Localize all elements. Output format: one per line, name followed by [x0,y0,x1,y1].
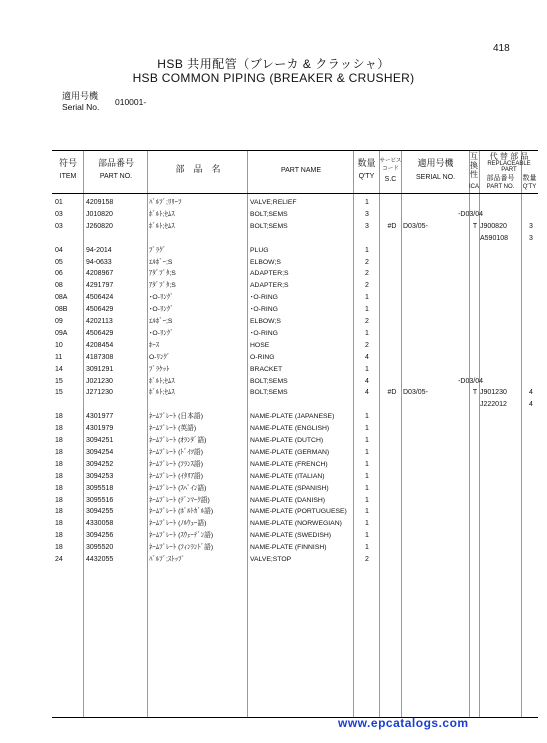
row-item-code: 06 [55,270,63,278]
header-sc-en: S.C [384,176,397,183]
table-row [52,316,538,328]
row-quantity: 1 [365,460,369,468]
row-item-code: 18 [55,496,63,504]
row-part-number: 4432055 [86,556,114,563]
row-item-code: 18 [55,425,63,433]
row-part-name-jp: ｱﾀﾞﾌﾟﾀ;S [149,270,176,278]
row-quantity: 4 [365,353,369,361]
row-replacement-part-number: J901230 [480,389,507,397]
header-replaceable-en-2: PART [501,167,517,173]
row-part-name-jp: ﾈｰﾑﾌﾟﾚｰﾄ (ｲﾀﾘｱ語) [149,472,203,480]
row-service-code: #D [387,389,397,397]
table-row [52,280,538,292]
table-row [52,495,538,507]
header-ica-jp-2: 換 [470,161,478,170]
title-english: HSB COMMON PIPING (BREAKER & CRUSHER) [132,71,415,85]
row-quantity: 3 [365,210,369,218]
row-quantity: 1 [365,484,369,492]
row-part-number: 4208967 [86,270,114,278]
row-part-number: 3091291 [86,365,114,373]
header-repl-pn-en: PART NO. [486,184,515,190]
row-part-name-en: VALVE;STOP [250,556,292,563]
row-part-name-en: ･O-RING [250,306,278,314]
header-name-en: PART NAME [280,167,322,174]
row-item-code: 24 [55,556,63,563]
row-part-name-en: NAME-PLATE (DANISH) [250,496,326,504]
table-row [52,233,538,245]
table-row [52,542,538,554]
row-serial-range: D03/05- [403,389,428,397]
serial-label-en: Serial No. [62,102,100,112]
row-part-number: 3094256 [86,532,114,540]
row-part-name-en: ELBOW;S [250,258,281,266]
row-item-code: 15 [55,389,63,397]
row-part-name-en: NAME-PLATE (ITALIAN) [250,472,325,480]
row-quantity: 1 [365,508,369,516]
row-part-number: 3094251 [86,437,114,444]
row-replacement-qty: 3 [529,222,533,230]
row-quantity: 2 [365,282,369,290]
row-part-number: J010820 [86,210,113,218]
table-row [52,411,538,423]
row-part-name-jp: ﾊﾞﾙﾌﾞ;ﾘﾘｰﾌ [149,199,182,206]
row-part-number: 94-0633 [86,258,112,266]
row-part-name-en: NAME-PLATE (GERMAN) [250,448,330,456]
row-part-number: 4506429 [86,329,114,337]
table-row [52,352,538,364]
header-item-jp: 符号 [58,158,77,168]
row-part-name-jp: ﾈｰﾑﾌﾟﾚｰﾄ (ﾄﾞｲﾂ語) [149,448,203,456]
row-quantity: 1 [365,365,369,373]
row-item-code: 18 [55,472,63,480]
table-row [52,376,538,388]
row-quantity: 1 [365,425,369,433]
row-part-name-en: ELBOW;S [250,318,281,325]
row-item-code: 08 [55,282,63,290]
row-part-name-jp: ｴﾙﾎﾞｰ;S [149,318,173,325]
row-quantity: 1 [365,520,369,528]
row-part-name-en: NAME-PLATE (SWEDISH) [250,532,332,540]
header-repl-qty-jp: 数量 [522,175,537,182]
row-part-name-en: NAME-PLATE (FINNISH) [250,544,327,552]
row-item-code: 09A [55,329,68,337]
table-row [52,459,538,471]
table-row [52,268,538,280]
row-part-number: J021230 [86,377,113,385]
row-quantity: 4 [365,377,369,385]
row-part-number: 3094253 [86,472,114,480]
row-part-name-en: NAME-PLATE (DUTCH) [250,437,324,444]
row-part-number: 94-2014 [86,246,112,254]
row-part-name-jp: ﾈｰﾑﾌﾟﾚｰﾄ (ﾌﾗﾝｽ語) [149,460,203,468]
table-row [52,257,538,269]
row-part-number: J271230 [86,389,113,397]
table-row [52,518,538,530]
title-japanese: HSB 共用配管（ブレーカ & クラッシャ） [157,57,390,71]
row-item-code: 04 [55,246,63,254]
table-row [52,328,538,340]
row-replacement-qty: 3 [529,234,533,242]
row-item-code: 18 [55,520,63,528]
row-part-name-jp: ﾈｰﾑﾌﾟﾚｰﾄ (ｽﾍﾟｲﾝ語) [149,484,207,492]
row-item-code: 18 [55,448,63,456]
table-row [52,471,538,483]
row-part-name-jp: ｱﾀﾞﾌﾟﾀ;S [149,282,176,290]
row-part-number: 4301979 [86,425,114,433]
row-part-name-jp: ﾌﾞﾗｹｯﾄ [149,365,170,373]
row-part-name-en: NAME-PLATE (ENGLISH) [250,425,330,433]
table-row [52,554,538,566]
row-part-name-jp: ﾈｰﾑﾌﾟﾚｰﾄ (ｽｳｪｰﾃﾞﾝ語) [149,532,214,540]
row-item-code: 11 [55,353,63,361]
row-item-code: 14 [55,365,63,373]
row-part-number: 3095516 [86,496,114,504]
row-part-number: 4209158 [86,199,114,206]
row-part-name-en: NAME-PLATE (PORTUGUESE) [250,508,347,516]
table-row [52,197,538,209]
row-part-name-en: NAME-PLATE (JAPANESE) [250,413,335,421]
serial-value: 010001- [115,97,147,107]
row-item-code: 01 [55,199,63,206]
row-quantity: 2 [365,341,369,349]
row-serial-range: -D03/04 [458,210,483,218]
row-part-name-jp: ﾎﾞﾙﾄ;ｾﾑｽ [149,389,175,397]
row-service-code: #D [387,222,397,230]
row-part-name-jp: ﾌﾟﾗｸﾞ [149,246,166,254]
table-row [52,399,538,411]
row-part-number: 4202113 [86,318,113,325]
row-part-number: 4506424 [86,294,114,302]
row-quantity: 1 [365,544,369,552]
header-partno-en: PART NO. [99,173,133,180]
row-part-name-jp: ﾎｰｽ [149,341,160,349]
table-row [52,364,538,376]
row-quantity: 4 [365,389,369,397]
row-part-name-jp: ﾊﾞﾙﾌﾞ;ｽﾄｯﾌﾟ [149,556,185,563]
row-quantity: 1 [365,448,369,456]
header-ica-jp-3: 性 [470,170,478,179]
row-part-name-jp: ﾈｰﾑﾌﾟﾚｰﾄ (英語) [149,425,197,433]
row-quantity: 1 [365,306,369,314]
row-part-name-jp: ･O-ﾘﾝｸﾞ [149,294,174,302]
row-quantity: 1 [365,496,369,504]
row-quantity: 3 [365,222,369,230]
header-replaceable-jp: 代 替 部 品 [489,152,529,161]
table-row [52,530,538,542]
table-row [52,221,538,233]
header-name-jp: 部 品 名 [175,164,221,174]
row-part-name-en: ･O-RING [250,294,278,302]
row-part-name-en: VALVE;RELIEF [250,199,297,206]
row-part-name-jp: ﾈｰﾑﾌﾟﾚｰﾄ (ﾉﾙｳｪｰ語) [149,520,207,528]
row-part-name-jp: ﾎﾞﾙﾄ;ｾﾑｽ [149,222,175,230]
row-part-name-jp: ﾈｰﾑﾌﾟﾚｰﾄ (ﾎﾟﾙﾄｶﾞﾙ語) [149,508,214,516]
row-part-name-jp: ﾈｰﾑﾌﾟﾚｰﾄ (ﾃﾞﾝﾏｰｸ語) [149,496,210,504]
table-row [52,387,538,399]
row-item-code: 15 [55,377,63,385]
row-part-number: 4208454 [86,341,114,349]
table-row [52,340,538,352]
serial-label-jp: 適用号機 [62,91,99,101]
header-repl-qty-en: Q'TY [522,184,537,190]
table-row [52,292,538,304]
header-replaceable-en-1: REPLACEABLE [487,161,531,167]
row-part-number: 4330058 [86,520,114,528]
table-row [52,245,538,257]
header-rule [52,193,538,194]
header-qty-en: Q'TY [358,173,375,180]
row-part-number: 3095518 [86,484,114,492]
row-part-number: 3095520 [86,544,114,552]
row-quantity: 1 [365,329,369,337]
row-part-number: 3094252 [86,460,114,468]
row-part-number: 3094254 [86,448,114,456]
row-part-name-en: BRACKET [250,365,283,373]
row-item-code: 18 [55,413,63,421]
row-item-code: 18 [55,484,63,492]
row-part-name-en: BOLT;SEMS [250,377,288,385]
row-quantity: 2 [365,258,369,266]
row-replacement-qty: 4 [529,389,533,397]
table-row [52,506,538,518]
table-row [52,447,538,459]
row-part-name-en: BOLT;SEMS [250,389,288,397]
row-part-name-en: HOSE [250,341,270,349]
row-part-name-jp: ﾈｰﾑﾌﾟﾚｰﾄ (日本語) [149,413,203,421]
row-item-code: 08A [55,294,68,302]
row-part-number: 4301977 [86,413,114,421]
row-part-name-en: ADAPTER;S [250,282,289,290]
row-part-name-jp: ﾈｰﾑﾌﾟﾚｰﾄ (ｵﾗﾝﾀﾞ語) [149,437,207,444]
row-item-code: 18 [55,532,63,540]
row-part-name-jp: ﾎﾞﾙﾄ;ｾﾑｽ [149,377,175,385]
table-row [52,209,538,221]
row-item-code: 05 [55,258,63,266]
row-part-name-en: BOLT;SEMS [250,210,288,218]
footer-watermark: www.epcatalogs.com [338,716,469,730]
row-replacement-qty: 4 [529,401,533,409]
row-part-name-en: ･O-RING [250,329,278,337]
row-part-name-en: BOLT;SEMS [250,222,288,230]
header-serial-en: SERIAL NO. [415,174,456,181]
row-item-code: 18 [55,437,63,444]
header-repl-pn-jp: 部品番号 [486,175,515,182]
row-replacement-part-number: J900820 [480,222,507,230]
row-part-number: 4506429 [86,306,114,314]
row-serial-range: D03/05- [403,222,428,230]
header-item-en: ITEM [59,173,77,180]
header-ica-jp-1: 互 [470,152,478,161]
table-row [52,483,538,495]
header-partno-jp: 部品番号 [97,158,134,168]
row-item-code: 08B [55,306,68,314]
row-replacement-part-number: J222012 [480,401,507,409]
row-interchangeability: T [472,389,478,397]
row-part-number: 4291797 [86,282,114,290]
row-item-code: 03 [55,222,63,230]
row-part-name-en: ADAPTER;S [250,270,289,278]
row-quantity: 2 [365,556,369,563]
row-item-code: 18 [55,460,63,468]
row-item-code: 03 [55,210,63,218]
page-number: 418 [493,43,510,54]
row-part-number: J260820 [86,222,113,230]
row-part-number: 3094255 [86,508,114,516]
header-sc-jp-1: サービス [379,158,402,164]
row-part-name-en: NAME-PLATE (FRENCH) [250,460,328,468]
row-item-code: 09 [55,318,63,325]
row-part-name-jp: ﾎﾞﾙﾄ;ｾﾑｽ [149,210,175,218]
row-serial-range: -D03/04 [458,377,483,385]
row-quantity: 2 [365,270,369,278]
row-part-name-jp: O-ﾘﾝｸﾞ [149,353,171,361]
row-quantity: 1 [365,532,369,540]
header-ica-en: ICA [468,184,479,190]
header-sc-jp-2: コード [382,166,399,172]
table-row [52,423,538,435]
row-quantity: 1 [365,199,369,206]
row-replacement-part-number: A590108 [480,234,509,242]
row-item-code: 18 [55,544,63,552]
row-quantity: 1 [365,437,369,444]
row-quantity: 1 [365,246,369,254]
row-part-name-en: O-RING [250,353,275,361]
table-row [52,435,538,447]
row-part-name-jp: ･O-ﾘﾝｸﾞ [149,306,174,314]
row-quantity: 1 [365,294,369,302]
row-part-number: 4187308 [86,353,114,361]
row-interchangeability: T [472,222,478,230]
row-part-name-jp: ･O-ﾘﾝｸﾞ [149,329,174,337]
header-serial-jp: 適用号機 [417,158,454,168]
row-part-name-jp: ｴﾙﾎﾞｰ;S [149,258,173,266]
table-row [52,304,538,316]
row-part-name-en: NAME-PLATE (NORWEGIAN) [250,520,342,528]
row-part-name-jp: ﾈｰﾑﾌﾟﾚｰﾄ (ﾌｨﾝﾗﾝﾄﾞ語) [149,544,214,552]
row-part-name-en: PLUG [250,246,269,254]
row-item-code: 10 [55,341,63,349]
row-part-name-en: NAME-PLATE (SPANISH) [250,484,329,492]
row-quantity: 2 [365,318,369,325]
parts-table [52,150,538,718]
header-qty-jp: 数量 [357,158,376,168]
row-item-code: 18 [55,508,63,516]
row-quantity: 1 [365,413,369,421]
row-quantity: 1 [365,472,369,480]
